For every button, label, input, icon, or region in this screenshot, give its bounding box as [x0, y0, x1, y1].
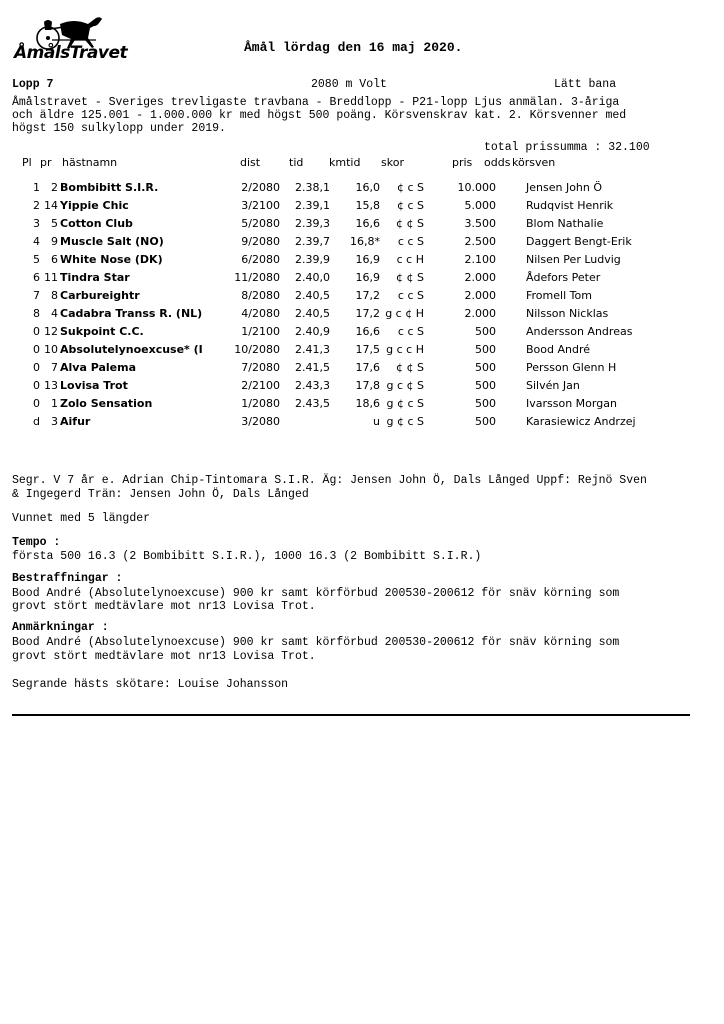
horse-name-cell: Lovisa Trot — [60, 378, 128, 392]
time-cell: 2.40,5 — [295, 306, 330, 320]
driver-cell: Blom Nathalie — [526, 216, 604, 230]
page-title: Åmål lördag den 16 maj 2020. — [244, 40, 463, 55]
driver-cell: Ivarsson Morgan — [526, 396, 617, 410]
shoes-cell: ¢ ¢ S — [396, 360, 424, 374]
odds-cell — [496, 214, 526, 232]
prize-cell: 2.100 — [464, 252, 496, 266]
groom-info: Segrande hästs skötare: Louise Johansson — [12, 678, 289, 691]
post-position-cell: 7 — [51, 360, 58, 374]
driver-cell: Andersson Andreas — [526, 324, 633, 338]
shoes-cell: c c H — [396, 252, 424, 266]
post-position-cell: 11 — [44, 270, 58, 284]
time-cell: 2.40,5 — [295, 288, 330, 302]
prize-cell: 3.500 — [464, 216, 496, 230]
shoes-cell: ¢ ¢ S — [396, 216, 424, 230]
place-cell: 0 — [33, 324, 40, 338]
logo-text: ÅmålsTravet — [14, 43, 128, 63]
shoes-cell: g ¢ c S — [386, 396, 424, 410]
odds-cell — [496, 358, 526, 376]
time-cell: 2.40,0 — [295, 270, 330, 284]
horse-name-cell: Sukpoint C.C. — [60, 324, 144, 338]
km-time-cell: 16,6 — [355, 216, 380, 230]
col-header-name: hästnamn — [62, 156, 118, 169]
remarks-text-1: Bood André (Absolutelynoexcuse) 900 kr samt körförbud 200530-200612 för snäv körning som — [12, 636, 620, 649]
table-row — [14, 196, 696, 214]
horse-name-cell: Aifur — [60, 414, 91, 428]
time-cell: 2.39,7 — [295, 234, 330, 248]
table-row — [14, 304, 696, 322]
km-time-cell: 18,6 — [355, 396, 380, 410]
distance-cell: 6/2080 — [241, 252, 280, 266]
post-position-cell: 13 — [44, 378, 58, 392]
race-distance: 2080 m Volt — [311, 78, 387, 91]
km-time-cell: u — [373, 414, 380, 428]
bottom-divider — [12, 714, 690, 716]
table-row — [14, 394, 696, 412]
distance-cell: 1/2080 — [241, 396, 280, 410]
post-position-cell: 3 — [51, 414, 58, 428]
time-cell: 2.39,1 — [295, 198, 330, 212]
horse-name-cell: Carbureightr — [60, 288, 140, 302]
winner-info-1: Segr. V 7 år e. Adrian Chip-Tintomara S.I.R. Äg: Jensen John Ö, Dals Långed Uppf: Rejnö Sven — [12, 474, 647, 487]
driver-cell: Bood André — [526, 342, 591, 356]
table-row — [14, 214, 696, 232]
place-cell: 7 — [33, 288, 40, 302]
table-row — [14, 322, 696, 340]
table-row — [14, 250, 696, 268]
driver-cell: Silvén Jan — [526, 378, 580, 392]
driver-cell: Jensen John Ö — [526, 180, 603, 194]
table-row — [14, 286, 696, 304]
shoes-cell: g c c H — [386, 342, 424, 356]
table-row — [14, 376, 696, 394]
total-prize: total prissumma : 32.100 — [484, 141, 650, 154]
odds-cell — [496, 340, 526, 358]
col-header-pr: pr — [40, 156, 52, 169]
km-time-cell: 16,8* — [350, 234, 380, 248]
km-time-cell: 17,8 — [355, 378, 380, 392]
km-time-cell: 16,9 — [355, 270, 380, 284]
horse-name-cell: Zolo Sensation — [60, 396, 153, 410]
prize-cell: 500 — [475, 414, 496, 428]
post-position-cell: 10 — [44, 342, 58, 356]
col-header-skor: skor — [381, 156, 404, 169]
table-row — [14, 268, 696, 286]
prize-cell: 500 — [475, 378, 496, 392]
shoes-cell: ¢ c S — [396, 180, 424, 194]
place-cell: 0 — [33, 342, 40, 356]
prize-cell: 2.000 — [464, 306, 496, 320]
winner-info-2: & Ingegerd Trän: Jensen John Ö, Dals Långed — [12, 488, 309, 501]
place-cell: 3 — [33, 216, 40, 230]
post-position-cell: 14 — [44, 198, 58, 212]
prize-cell: 500 — [475, 342, 496, 356]
shoes-cell: c c S — [397, 324, 424, 338]
place-cell: 0 — [33, 360, 40, 374]
odds-cell — [496, 232, 526, 250]
place-cell: 4 — [33, 234, 40, 248]
distance-cell: 8/2080 — [241, 288, 280, 302]
odds-cell — [496, 286, 526, 304]
col-header-odds: odds — [484, 156, 511, 169]
odds-cell — [496, 412, 526, 430]
shoes-cell: g c ¢ S — [386, 378, 424, 392]
post-position-cell: 6 — [51, 252, 58, 266]
horse-name-cell: Cotton Club — [60, 216, 133, 230]
place-cell: 1 — [33, 180, 40, 194]
col-header-pris: pris — [452, 156, 473, 169]
time-cell: 2.43,3 — [295, 378, 330, 392]
odds-cell — [496, 250, 526, 268]
time-cell — [280, 412, 330, 430]
shoes-cell: g c ¢ H — [385, 306, 424, 320]
km-time-cell: 17,2 — [355, 288, 380, 302]
horse-name-cell: Absolutelynoexcuse* (I — [60, 342, 203, 356]
prize-cell: 500 — [475, 360, 496, 374]
prize-cell: 2.000 — [464, 270, 496, 284]
distance-cell: 5/2080 — [241, 216, 280, 230]
place-cell: d — [33, 414, 40, 428]
distance-cell: 10/2080 — [234, 342, 280, 356]
horse-name-cell: Muscle Salt (NO) — [60, 234, 164, 248]
odds-cell — [496, 322, 526, 340]
horse-name-cell: Bombibitt S.I.R. — [60, 180, 159, 194]
col-header-pl: Pl — [22, 156, 32, 169]
odds-cell — [496, 268, 526, 286]
driver-cell: Rudqvist Henrik — [526, 198, 614, 212]
results-table — [14, 178, 696, 430]
time-cell: 2.40,9 — [295, 324, 330, 338]
driver-cell: Daggert Bengt-Erik — [526, 234, 632, 248]
time-cell: 2.39,3 — [295, 216, 330, 230]
penalties-text-2: grovt stört medtävlare mot nr13 Lovisa Trot. — [12, 600, 316, 613]
shoes-cell: ¢ ¢ S — [396, 270, 424, 284]
won-by: Vunnet med 5 längder — [12, 512, 151, 525]
post-position-cell: 8 — [51, 288, 58, 302]
time-cell: 2.41,3 — [295, 342, 330, 356]
km-time-cell: 15,8 — [355, 198, 380, 212]
prize-cell: 5.000 — [464, 198, 496, 212]
col-header-kmtid: kmtid — [329, 156, 361, 169]
penalties-heading: Bestraffningar : — [12, 572, 123, 585]
remarks-heading: Anmärkningar : — [12, 621, 109, 634]
km-time-cell: 16,0 — [355, 180, 380, 194]
time-cell: 2.43,5 — [295, 396, 330, 410]
time-cell: 2.39,9 — [295, 252, 330, 266]
col-header-tid: tid — [289, 156, 304, 169]
horse-name-cell: White Nose (DK) — [60, 252, 163, 266]
horse-name-cell: Yippie Chic — [60, 198, 129, 212]
km-time-cell: 16,9 — [355, 252, 380, 266]
distance-cell: 4/2080 — [241, 306, 280, 320]
race-label: Lopp 7 — [12, 78, 54, 91]
race-description-1: Åmålstravet - Sveriges trevligaste travbana - Breddlopp - P21-lopp Ljus anmälan. 3-åriga — [12, 96, 620, 109]
penalties-text-1: Bood André (Absolutelynoexcuse) 900 kr samt körförbud 200530-200612 för snäv körning som — [12, 587, 620, 600]
place-cell: 0 — [33, 396, 40, 410]
driver-cell: Fromell Tom — [526, 288, 592, 302]
shoes-cell: c c S — [397, 234, 424, 248]
prize-cell: 500 — [475, 396, 496, 410]
results-body — [14, 178, 696, 430]
prize-cell: 2.000 — [464, 288, 496, 302]
race-description-3: högst 150 sulkylopp under 2019. — [12, 122, 226, 135]
table-row — [14, 232, 696, 250]
km-time-cell: 17,6 — [355, 360, 380, 374]
horse-name-cell: Alva Palema — [60, 360, 137, 374]
table-row — [14, 340, 696, 358]
post-position-cell: 5 — [51, 216, 58, 230]
odds-cell — [496, 304, 526, 322]
driver-cell: Nilsson Nicklas — [526, 306, 609, 320]
prize-cell: 10.000 — [457, 180, 496, 194]
horse-name-cell: Tindra Star — [60, 270, 130, 284]
place-cell: 0 — [33, 378, 40, 392]
post-position-cell: 4 — [51, 306, 58, 320]
odds-cell — [496, 196, 526, 214]
col-header-dist: dist — [240, 156, 261, 169]
shoes-cell: c c S — [397, 288, 424, 302]
driver-cell: Nilsen Per Ludvig — [526, 252, 621, 266]
horse-name-cell: Cadabra Transs R. (NL) — [60, 306, 203, 320]
table-row — [14, 178, 696, 196]
driver-cell: Ådefors Peter — [526, 270, 601, 284]
place-cell: 2 — [33, 198, 40, 212]
distance-cell: 2/2080 — [241, 180, 280, 194]
prize-cell: 2.500 — [464, 234, 496, 248]
odds-cell — [496, 394, 526, 412]
km-time-cell: 16,6 — [355, 324, 380, 338]
distance-cell: 3/2100 — [241, 198, 280, 212]
place-cell: 5 — [33, 252, 40, 266]
distance-cell: 3/2080 — [241, 414, 280, 428]
track-condition: Lätt bana — [554, 78, 617, 91]
place-cell: 6 — [33, 270, 40, 284]
km-time-cell: 17,5 — [355, 342, 380, 356]
distance-cell: 1/2100 — [241, 324, 280, 338]
remarks-text-2: grovt stört medtävlare mot nr13 Lovisa Trot. — [12, 650, 316, 663]
place-cell: 8 — [33, 306, 40, 320]
race-description-2: och äldre 125.001 - 1.000.000 kr med högst 500 poäng. Körsvenskrav kat. 2. Körsvenner med — [12, 109, 627, 122]
table-row — [14, 412, 696, 430]
prize-cell: 500 — [475, 324, 496, 338]
distance-cell: 7/2080 — [241, 360, 280, 374]
post-position-cell: 9 — [51, 234, 58, 248]
driver-cell: Karasiewicz Andrzej — [526, 414, 636, 428]
odds-cell — [496, 178, 526, 196]
distance-cell: 2/2100 — [241, 378, 280, 392]
time-cell: 2.41,5 — [295, 360, 330, 374]
shoes-cell: g ¢ c S — [386, 414, 424, 428]
post-position-cell: 2 — [51, 180, 58, 194]
tempo-text: första 500 16.3 (2 Bombibitt S.I.R.), 1000 16.3 (2 Bombibitt S.I.R.) — [12, 550, 482, 563]
distance-cell: 9/2080 — [241, 234, 280, 248]
time-cell: 2.38,1 — [295, 180, 330, 194]
odds-cell — [496, 376, 526, 394]
post-position-cell: 12 — [44, 324, 58, 338]
table-row — [14, 358, 696, 376]
km-time-cell: 17,2 — [355, 306, 380, 320]
col-header-kusk: körsven — [512, 156, 556, 169]
post-position-cell: 1 — [51, 396, 58, 410]
distance-cell: 11/2080 — [234, 270, 280, 284]
amalstravet-logo — [14, 10, 126, 68]
shoes-cell: ¢ c S — [396, 198, 424, 212]
driver-cell: Persson Glenn H — [526, 360, 617, 374]
tempo-heading: Tempo : — [12, 536, 61, 549]
